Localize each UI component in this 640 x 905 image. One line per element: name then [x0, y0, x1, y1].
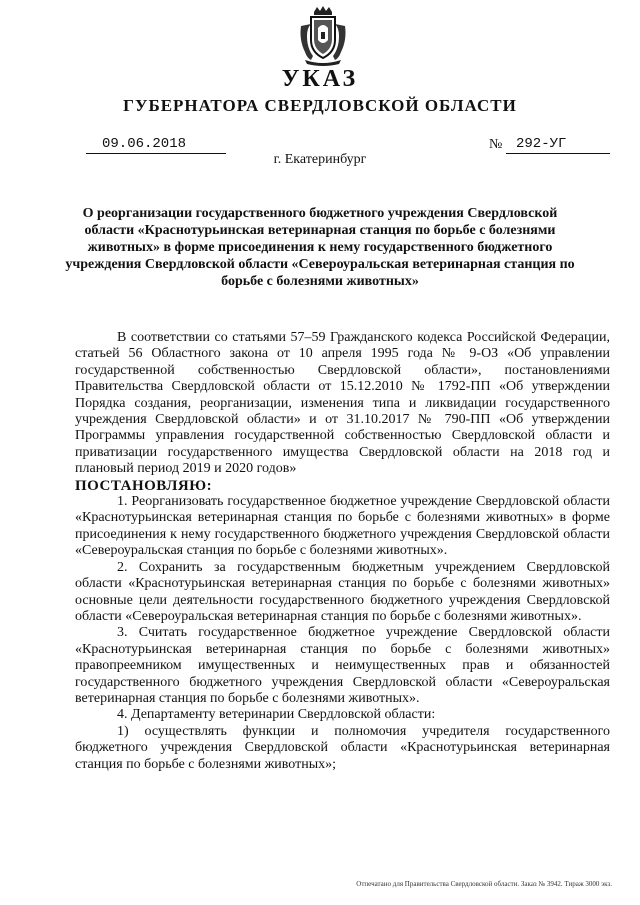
document-number: 292-УГ	[506, 136, 610, 154]
clause-3: 3. Считать государственное бюджетное учреждение Свердловской области «Краснотурьинская ветеринарная станция по борьбе с болезнями животных» правопреемником имущественных и неимущественных прав и обязанностей государственного бюджетного учреждения Свердловской области «Североуральская ветеринарная станция по борьбе с болезнями животных».	[75, 625, 610, 706]
number-label: №	[489, 137, 503, 152]
coat-of-arms-icon	[297, 6, 349, 66]
clause-1: 1. Реорганизовать государственное бюджетное учреждение Свердловской области «Краснотурьинская ветеринарная станция по борьбе с болезнями животных» в форме присоединения к нему государственного бюджетного учреждения Свердловской области «Североуральская станция по борьбе с болезнями животных».	[75, 494, 610, 559]
preamble: В соответствии со статьями 57–59 Гражданского кодекса Российской Федерации, статьей 56 Областного закона от 10 апреля 1995 года № 9-ОЗ «Об управлении государственной собственностью Свердловской области», постановлениями Правительства Свердловской области от 15.12.2010 № 1792-ПП «Об утверждении Порядка создания, реорганизации, изменения типа и ликвидации государственного учреждения Свердловской области» и от 31.10.2017 № 790-ПП «Об утверждении Программы управления государственной собственностью Свердловской области и приватизации государственного имущества Свердловской области на 2018 год и плановый период 2019 и 2020 годов»	[75, 330, 610, 477]
document-body	[75, 330, 610, 773]
clause-4-1: 1) осуществлять функции и полномочия учредителя государственного бюджетного учреждения Свердловской области «Краснотурьинская ветеринарная станция по борьбе с болезнями животных»;	[75, 723, 610, 772]
print-note: Отпечатано для Правительства Свердловской области. Заказ № 3942. Тираж 3000 экз.	[356, 880, 612, 888]
clause-4: 4. Департаменту ветеринарии Свердловской области:	[117, 707, 436, 723]
clause-2: 2. Сохранить за государственным бюджетным учреждением Свердловской области «Краснотурьинская ветеринарная станция по борьбе с болезнями животных» основные цели деятельности государственного бюджетного учреждения Свердловской области «Североуральская ветеринарная станция по борьбе с болезнями животных».	[75, 559, 610, 624]
document-date: 09.06.2018	[86, 136, 226, 154]
resolve-heading: ПОСТАНОВЛЯЮ:	[75, 477, 213, 494]
document-title: О реорганизации государственного бюджетного учреждения Свердловской области «Краснотурьинская ветеринарная станция по борьбе с болезнями животных» в форме присоединения к нему государственного бюджетного учреждения Свердловской области «Североуральская ветеринарная станция по борьбе с болезнями животных»	[65, 206, 575, 289]
document-type: УКАЗ	[281, 66, 359, 92]
city: г. Екатеринбург	[273, 152, 367, 167]
issuer-title: ГУБЕРНАТОРА СВЕРДЛОВСКОЙ ОБЛАСТИ	[123, 96, 517, 115]
